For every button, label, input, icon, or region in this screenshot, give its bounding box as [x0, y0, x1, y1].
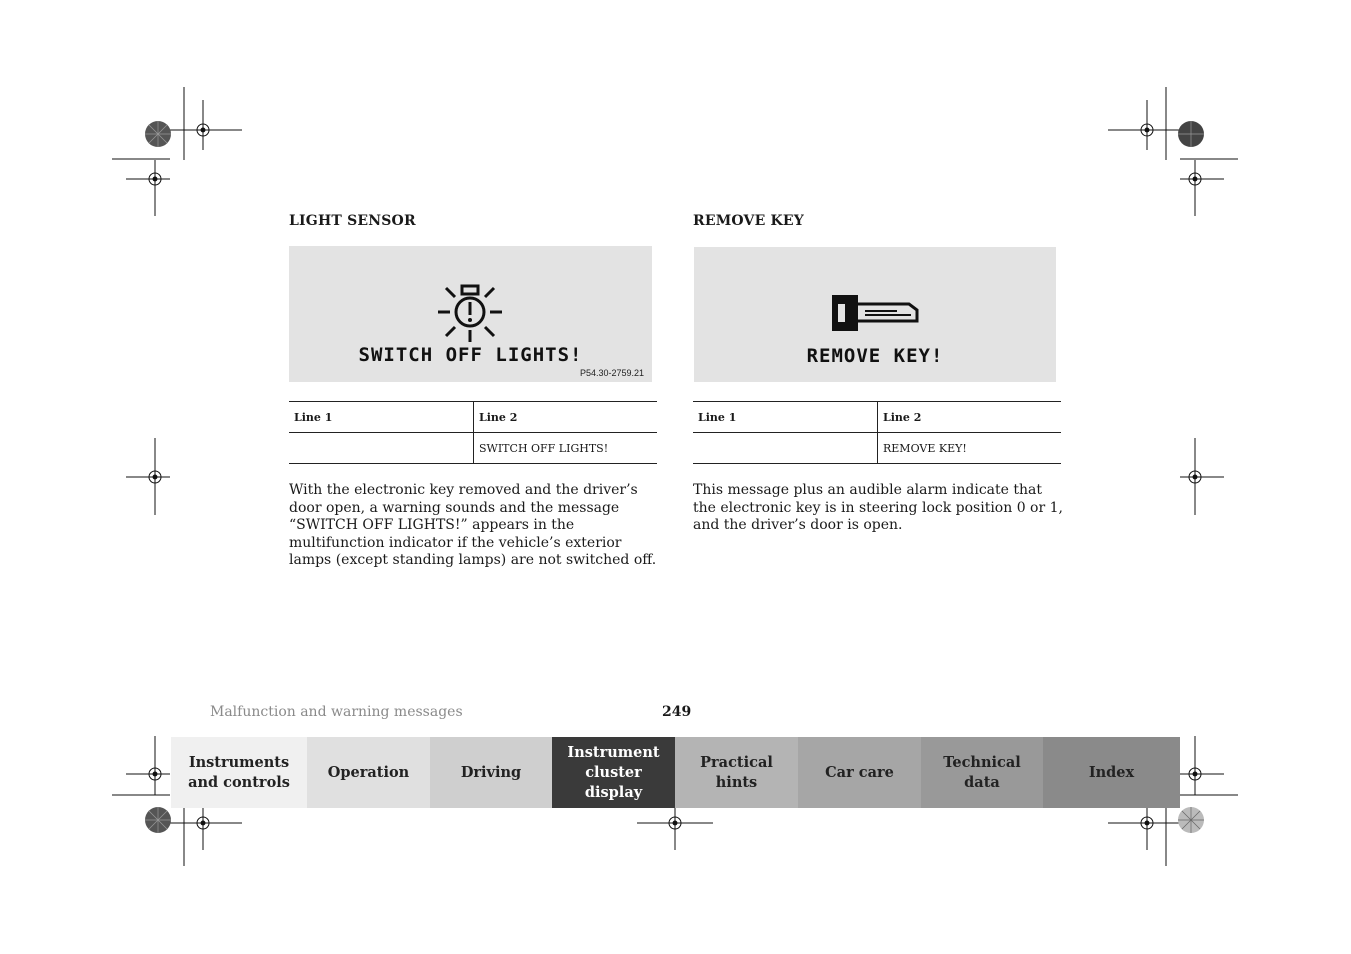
- key-icon: [831, 294, 919, 332]
- tab-label: Car care: [825, 763, 894, 781]
- remove-key-description: This message plus an audible alarm indicate that the electronic key is in steering lock position 0 or 1, and the driver’s door is open.: [693, 482, 1063, 533]
- remove-key-display-panel: [694, 247, 1056, 382]
- remove-key-message-table: [693, 401, 1061, 464]
- light-sensor-display-panel: [289, 246, 652, 382]
- tab-label: cluster display: [584, 763, 643, 801]
- remove-key-display-text: REMOVE KEY!: [806, 345, 944, 367]
- page-number: 249: [662, 704, 692, 720]
- tab-label: Technical: [943, 753, 1021, 771]
- table-cell: [289, 433, 474, 464]
- table-header-row: [693, 402, 1061, 433]
- image-reference: P54.30-2759.21: [579, 368, 644, 378]
- table-cell: [693, 433, 878, 464]
- tab-label: Index: [1088, 763, 1135, 781]
- tab-label: Instrument: [567, 743, 660, 761]
- table-cell: SWITCH OFF LIGHTS!: [474, 433, 658, 464]
- tab-practical-hints[interactable]: [675, 737, 798, 808]
- table-header-row: [289, 402, 657, 433]
- tab-instruments-and-controls[interactable]: [171, 737, 307, 808]
- light-sensor-heading: LIGHT SENSOR: [289, 213, 416, 229]
- light-sensor-message-table: [289, 401, 657, 464]
- section-tabs: [171, 737, 1180, 808]
- tab-label: Instruments: [188, 753, 290, 771]
- tab-label: data: [964, 773, 1000, 791]
- tab-label: and controls: [188, 773, 290, 791]
- section-title: Malfunction and warning messages: [210, 704, 463, 720]
- column-header: Line 2: [878, 402, 1062, 433]
- tab-label: Driving: [460, 763, 522, 781]
- tab-label: Operation: [327, 763, 410, 781]
- tab-driving[interactable]: [430, 737, 552, 808]
- table-row: [289, 433, 657, 464]
- tab-technical-data[interactable]: [921, 737, 1043, 808]
- column-header: Line 1: [289, 402, 474, 433]
- light-sensor-description: With the electronic key removed and the driver’s door open, a warning sounds and the message “SWITCH OFF LIGHTS!” appears in the multifunction indicator if the vehicle’s exterior lamps (except standing lamps) are not switched off.: [289, 482, 657, 568]
- column-header: Line 2: [474, 402, 658, 433]
- tab-operation[interactable]: [307, 737, 430, 808]
- table-cell: REMOVE KEY!: [878, 433, 1062, 464]
- tab-car-care[interactable]: [798, 737, 921, 808]
- tab-index[interactable]: [1043, 737, 1180, 808]
- tab-instrument-cluster-display[interactable]: [552, 737, 675, 808]
- light-sensor-display-text: SWITCH OFF LIGHTS!: [358, 344, 583, 366]
- tab-label: Practical hints: [700, 753, 773, 791]
- column-header: Line 1: [693, 402, 878, 433]
- remove-key-heading: REMOVE KEY: [693, 213, 804, 229]
- lamp-warning-icon: [437, 284, 503, 344]
- table-row: [693, 433, 1061, 464]
